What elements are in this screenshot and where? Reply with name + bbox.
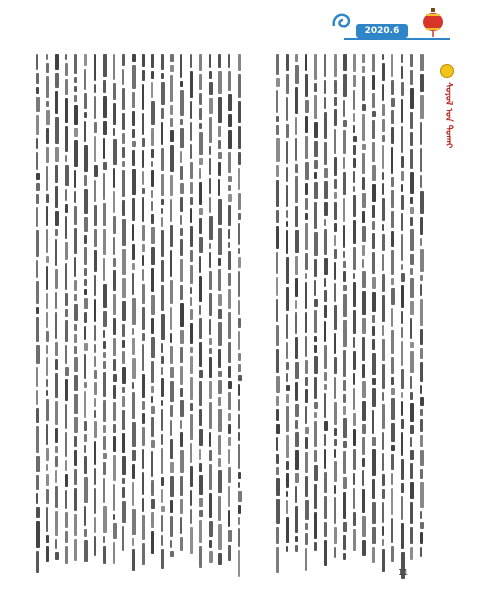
text-column bbox=[420, 54, 424, 554]
text-column bbox=[343, 54, 347, 554]
swirl-logo-icon bbox=[330, 8, 356, 34]
text-column bbox=[55, 54, 59, 554]
text-column bbox=[295, 54, 299, 554]
text-column bbox=[74, 54, 78, 554]
text-column bbox=[334, 54, 338, 554]
lantern-icon bbox=[420, 8, 446, 38]
text-column bbox=[180, 54, 184, 554]
text-column bbox=[324, 54, 328, 554]
section-label bbox=[440, 64, 454, 149]
text-column bbox=[132, 54, 136, 554]
text-column bbox=[190, 54, 194, 554]
text-column bbox=[142, 54, 146, 554]
text-column bbox=[257, 54, 261, 554]
text-column bbox=[353, 54, 357, 554]
text-column bbox=[305, 54, 309, 554]
text-column bbox=[286, 54, 290, 554]
text-column bbox=[266, 54, 270, 554]
text-column bbox=[362, 54, 366, 554]
text-column bbox=[391, 54, 395, 554]
text-column bbox=[151, 54, 155, 554]
text-column bbox=[113, 54, 117, 554]
text-column bbox=[84, 54, 88, 554]
sun-icon bbox=[440, 64, 454, 78]
issue-badge: 2020.6 bbox=[356, 24, 408, 38]
text-column bbox=[161, 54, 165, 554]
text-column bbox=[218, 54, 222, 554]
text-column bbox=[199, 54, 203, 554]
text-column bbox=[401, 54, 405, 554]
text-column bbox=[103, 54, 107, 554]
text-column bbox=[170, 54, 174, 554]
text-column bbox=[276, 54, 280, 554]
text-column bbox=[94, 54, 98, 554]
text-column bbox=[209, 54, 213, 554]
text-column bbox=[410, 54, 414, 554]
text-column bbox=[65, 54, 69, 554]
text-column bbox=[46, 54, 50, 554]
text-column bbox=[382, 54, 386, 554]
text-column bbox=[238, 54, 242, 554]
page-number: 11 bbox=[398, 568, 409, 577]
section-title: ᠰᠣᠶᠣᠯ ᠤᠨ ᠲᠤᠬᠠᠢ bbox=[443, 82, 453, 149]
page-header bbox=[0, 0, 480, 50]
text-column bbox=[247, 54, 251, 554]
text-column bbox=[228, 54, 232, 554]
text-column bbox=[36, 54, 40, 554]
text-column bbox=[372, 54, 376, 554]
header-rule bbox=[344, 38, 450, 40]
text-column bbox=[314, 54, 318, 554]
text-column bbox=[122, 54, 126, 554]
